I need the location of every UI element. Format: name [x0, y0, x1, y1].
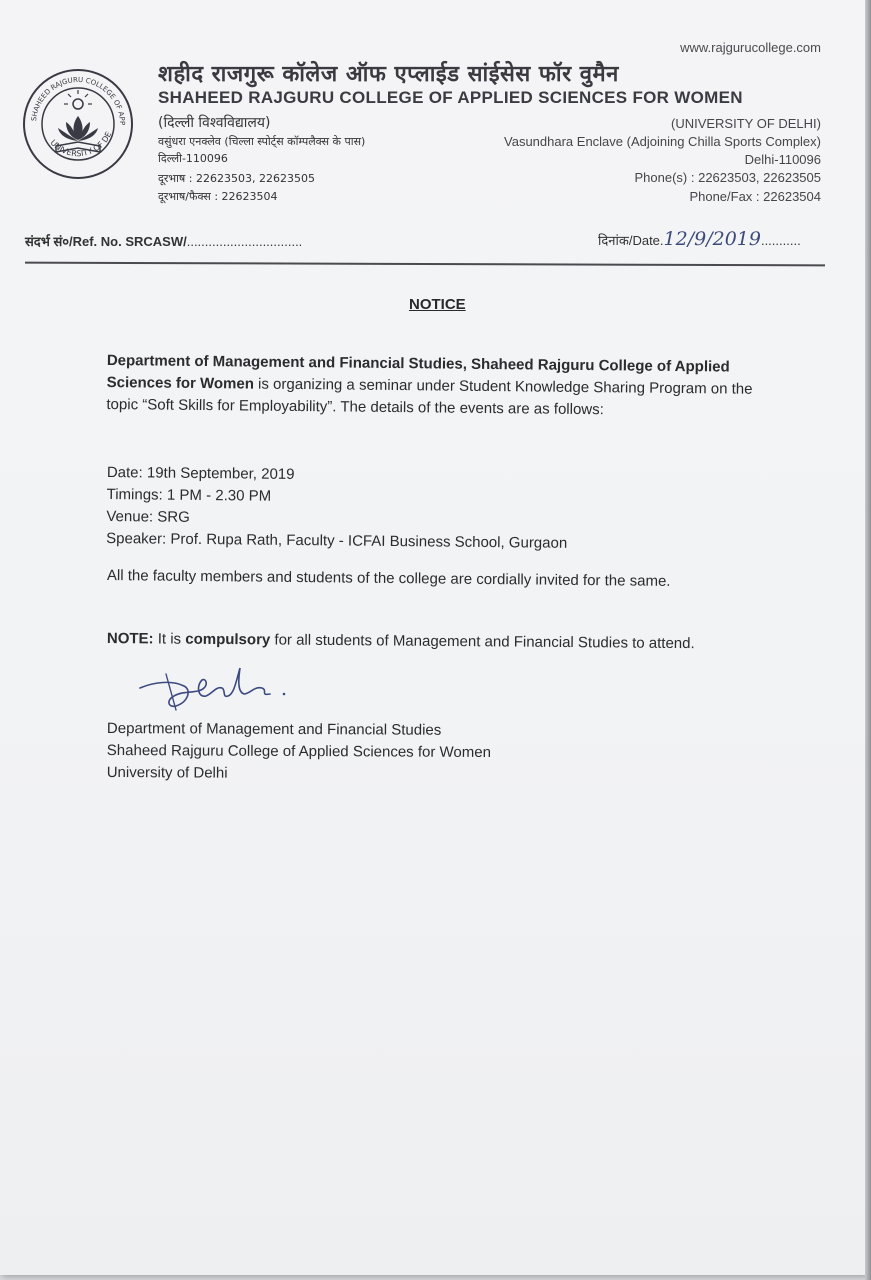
intro-rest: is organizing a seminar under Student Knowledge Sharing Program on the topic “Soft Skills for Employability”. The details of the events are as follows:: [106, 375, 753, 419]
note-line: [107, 630, 695, 652]
university-english: (UNIVERSITY OF DELHI): [670, 116, 821, 131]
phone-hindi: दूरभाष : 22623503, 22623505: [158, 172, 315, 185]
note-label: NOTE:: [106, 630, 154, 648]
college-name-english: SHAHEED RAJGURU COLLEGE OF APPLIED SCIENCES FOR WOMEN: [158, 88, 743, 107]
notice-intro: [106, 350, 767, 423]
note-bold: compulsory: [185, 630, 271, 649]
university-hindi: (दिल्ली विश्वविद्यालय): [158, 115, 271, 131]
website-url: www.rajgurucollege.com: [680, 40, 821, 55]
college-seal-icon: [22, 68, 134, 185]
date-handwritten: 12/9/2019: [663, 228, 761, 250]
signoff-department: Department of Management and Financial Studies: [106, 720, 442, 739]
address-hindi: वसुंधरा एनक्लेव (चिल्ला स्पोर्ट्स कॉम्पलैक्स के पास): [158, 135, 366, 148]
page-edge-shadow: [865, 0, 871, 1280]
handwritten-signature-icon: [132, 660, 302, 725]
pin-hindi: दिल्ली-110096: [158, 152, 228, 165]
fax-english: Phone/Fax : 22623504: [689, 189, 821, 204]
signoff-university: University of Delhi: [106, 763, 228, 782]
signoff-block: [107, 718, 491, 786]
date-label: दिनांक/Date.: [598, 233, 664, 248]
seal-ring-top-text: SHAHEED RAJGURU COLLEGE OF APP: [30, 75, 127, 126]
event-details: [106, 462, 568, 555]
event-timings: Timings: 1 PM - 2.30 PM: [106, 485, 272, 505]
event-speaker: Speaker: Prof. Rupa Rath, Faculty - ICFAI Business School, Gurgaon: [106, 529, 568, 552]
svg-text:SHAHEED RAJGURU COLLEGE OF APP: [22, 68, 126, 125]
reference-label: संदर्भ सं०/Ref. No. SRCASW/: [25, 234, 187, 249]
note-mid: It is: [153, 630, 186, 648]
reference-number: [25, 232, 302, 250]
seal-ring-bottom-text: UNIVERSITY OF DE: [48, 130, 114, 159]
date-dots: ...........: [760, 233, 801, 248]
header-divider: [25, 262, 825, 267]
signoff-college: Shaheed Rajguru College of Applied Sciences for Women: [106, 741, 492, 762]
invitation-line: All the faculty members and students of the college are cordially invited for the same.: [106, 567, 671, 590]
note-rest: for all students of Management and Financial Studies to attend.: [270, 631, 695, 653]
address-english: Vasundhara Enclave (Adjoining Chilla Sports Complex): [504, 134, 821, 149]
college-name-hindi: शहीद राजगुरू कॉलेज ऑफ एप्लाईड सांईसेस फॉर वुमैन: [158, 62, 619, 87]
fax-hindi: दूरभाष/फैक्स : 22623504: [158, 190, 278, 203]
event-date: Date: 19th September, 2019: [106, 463, 295, 483]
date-field: [598, 228, 801, 250]
phone-english: Phone(s) : 22623503, 22623505: [634, 170, 821, 185]
event-venue: Venue: SRG: [106, 507, 190, 526]
reference-dots: ................................: [186, 234, 303, 249]
notice-heading: NOTICE: [409, 296, 466, 313]
intro-bold: Department of Management and Financial Studies, Shaheed Rajguru College of Applied Sciences for Women: [106, 351, 730, 393]
pin-english: Delhi-110096: [744, 152, 821, 167]
